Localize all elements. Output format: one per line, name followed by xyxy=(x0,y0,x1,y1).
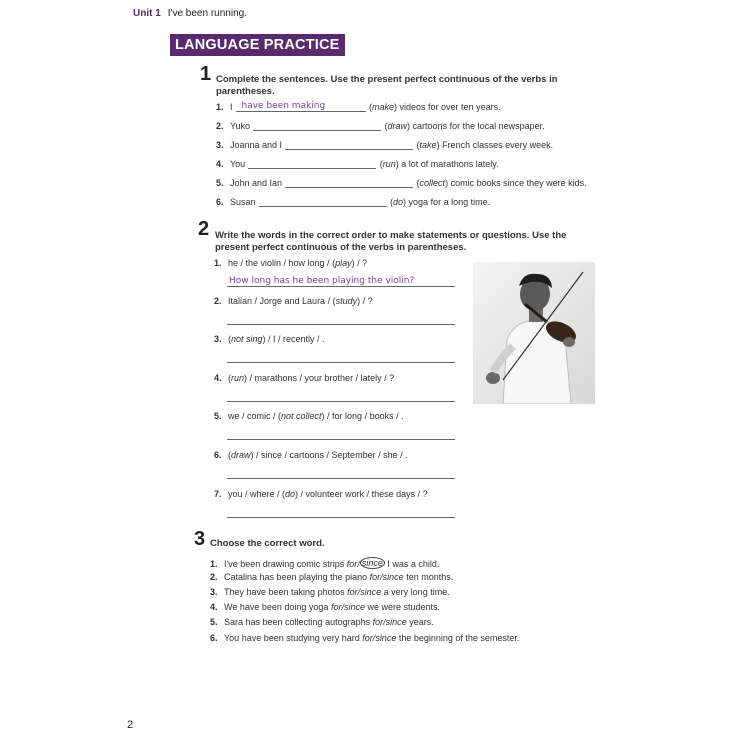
item-number: 5. xyxy=(214,411,222,421)
exercise-1-instruction-line-2: parentheses. xyxy=(216,86,275,97)
unit-label: Unit 1 xyxy=(133,8,161,19)
exercise-3-item xyxy=(210,633,519,643)
exercise-1-instruction-line-1: Complete the sentences. Use the present perfect continuous of the verbs in xyxy=(216,74,558,85)
item-number: 1. xyxy=(214,258,222,268)
answer-blank xyxy=(253,120,381,131)
exercise-2-instruction-line-2: present perfect continuous of the verbs in parentheses. xyxy=(215,242,467,253)
item-number: 4. xyxy=(210,602,218,612)
exercise-3-number: 3 xyxy=(194,528,206,550)
exercise-2-item xyxy=(214,489,428,499)
item-number: 2. xyxy=(214,296,222,306)
option-for[interactable]: for xyxy=(362,633,373,643)
item-subject: I xyxy=(230,102,233,112)
item-subject: John and Ian xyxy=(230,178,283,188)
item-sentence-end: the beginning of the semester. xyxy=(398,633,520,643)
option-since[interactable]: since xyxy=(360,587,382,597)
item-number: 3. xyxy=(214,334,222,344)
verb-hint: take xyxy=(419,140,437,150)
option-separator: / xyxy=(341,602,344,612)
item-number: 4. xyxy=(216,159,224,169)
verb-hint: collect xyxy=(419,178,446,188)
item-rest: cartoons for the local newspaper. xyxy=(412,121,545,131)
item-sentence-start: Catalina has been playing the piano xyxy=(224,572,368,582)
item-sentence-end: years. xyxy=(409,617,434,627)
item-sentence-end: I was a child. xyxy=(387,559,440,569)
exercise-2-instruction xyxy=(215,230,566,254)
item-sentence-start: Sara has been collecting autographs xyxy=(224,617,371,627)
item-sentence-end: we were students. xyxy=(367,602,441,612)
item-number: 2. xyxy=(210,572,218,582)
item-sentence-start: You have been studying very hard xyxy=(224,633,360,643)
violinist-photo-icon xyxy=(473,262,595,404)
exercise-1-instruction xyxy=(216,74,558,98)
option-since[interactable]: since xyxy=(382,572,404,582)
option-separator: / xyxy=(357,587,361,597)
item-sentence-end: ten months. xyxy=(406,572,454,582)
exercise-1-item: 4. You ( run ) a lot of marathons lately. xyxy=(216,159,499,169)
unit-header xyxy=(133,8,247,19)
verb-hint: run xyxy=(231,373,245,383)
item-sentence-start: I've been drawing comic strips xyxy=(224,559,345,569)
item-number: 6. xyxy=(210,633,218,643)
exercise-2-item xyxy=(214,258,367,268)
exercise-2-item xyxy=(214,450,408,460)
item-rest: a lot of marathons lately. xyxy=(401,159,499,169)
violinist-photo xyxy=(473,262,595,404)
item-subject: Yuko xyxy=(230,121,251,131)
item-prompt-end: ) / ? xyxy=(351,258,368,268)
item-prompt-start: we / comic / ( xyxy=(228,411,282,421)
item-number: 3. xyxy=(216,140,224,150)
item-prompt-start: Italian / Jorge and Laura / ( xyxy=(228,296,336,306)
option-separator: / xyxy=(357,559,360,569)
exercise-1-item: 1. I have been making ( make ) videos for over ten years. xyxy=(216,101,501,112)
item-prompt-start: ( xyxy=(228,373,231,383)
verb-hint: draw xyxy=(231,450,251,460)
exercise-2-instruction-line-1: Write the words in the correct order to make statements or questions. Use the xyxy=(215,230,567,241)
answer-line xyxy=(227,517,455,518)
exercise-1-item: 6. Susan ( do ) yoga for a long time. xyxy=(216,197,491,207)
item-sentence-start: We have been doing yoga xyxy=(224,602,329,612)
item-subject: You xyxy=(230,159,246,169)
page-number: 2 xyxy=(127,719,134,731)
option-separator: / xyxy=(372,633,376,643)
item-rest: French classes every week. xyxy=(442,140,554,150)
verb-hint: do xyxy=(285,489,296,499)
option-for[interactable]: for xyxy=(369,572,381,582)
item-subject: Susan xyxy=(230,197,256,207)
handwritten-answer: How long has he been playing the violin? xyxy=(229,276,415,286)
item-sentence-start: They have been taking photos xyxy=(224,587,345,597)
verb-hint: not collect xyxy=(281,411,322,421)
verb-hint: make xyxy=(372,102,395,112)
item-prompt-end: ) / marathons / your brother / lately / ? xyxy=(244,373,395,383)
item-prompt-end: ) / for long / books / . xyxy=(321,411,404,421)
exercise-3-item xyxy=(210,602,440,612)
item-rest: comic books since they were kids. xyxy=(450,178,587,188)
answer-blank xyxy=(248,158,376,169)
unit-title: I've been running. xyxy=(167,8,247,19)
item-number: 5. xyxy=(210,617,218,627)
item-number: 6. xyxy=(214,450,222,460)
section-banner: LANGUAGE PRACTICE xyxy=(170,34,345,56)
answer-line xyxy=(227,439,455,440)
exercise-1-item: 2. Yuko ( draw ) cartoons for the local newspaper. xyxy=(216,121,545,131)
exercise-2-item xyxy=(214,373,394,383)
exercise-2-item xyxy=(214,411,404,421)
option-since[interactable]: since xyxy=(361,558,383,568)
item-number: 7. xyxy=(214,489,222,499)
verb-hint: draw xyxy=(387,121,408,131)
item-prompt-start: ( xyxy=(228,334,231,344)
exercise-1-number: 1 xyxy=(200,63,212,85)
item-number: 1. xyxy=(216,102,224,112)
answer-blank xyxy=(259,196,387,207)
verb-hint: do xyxy=(393,197,404,207)
item-number: 5. xyxy=(216,178,224,188)
option-for[interactable]: for xyxy=(372,617,384,627)
exercise-2-number: 2 xyxy=(198,218,210,240)
item-prompt-end: ) / since / cartoons / September / she / . xyxy=(250,450,408,460)
verb-hint: run xyxy=(382,159,396,169)
exercise-3-item xyxy=(210,587,450,597)
option-separator: / xyxy=(380,572,383,582)
verb-hint: not sing xyxy=(231,334,263,344)
item-prompt-start: you / where / ( xyxy=(228,489,286,499)
verb-hint: study xyxy=(335,296,358,306)
item-prompt-end: ) / volunteer work / these days / ? xyxy=(295,489,428,499)
item-number: 6. xyxy=(216,197,224,207)
item-prompt-start: he / the violin / how long / ( xyxy=(228,258,336,268)
option-since[interactable]: since xyxy=(385,617,407,627)
item-prompt-start: ( xyxy=(228,450,231,460)
option-since[interactable]: since xyxy=(375,633,397,643)
exercise-1-item: 5. John and Ian ( collect ) comic books since they were kids. xyxy=(216,178,587,188)
exercise-3-instruction: Choose the correct word. xyxy=(210,538,325,549)
verb-hint: play xyxy=(335,258,352,268)
exercise-3-item xyxy=(210,617,434,627)
option-since[interactable]: since xyxy=(343,602,365,612)
item-number: 4. xyxy=(214,373,222,383)
exercise-2-item xyxy=(214,296,373,306)
answer-line xyxy=(227,286,455,287)
answer-line xyxy=(227,401,455,402)
answer-line xyxy=(227,478,455,479)
answer-line xyxy=(227,324,455,325)
item-sentence-end: a very long time. xyxy=(383,587,450,597)
item-prompt-end: ) / ? xyxy=(357,296,373,306)
exercise-1-item: 3. Joanna and I ( take ) French classes every week. xyxy=(216,140,554,150)
answer-blank xyxy=(236,101,366,112)
exercise-2-item xyxy=(214,334,325,344)
exercise-3-item xyxy=(210,572,453,582)
option-for[interactable]: for xyxy=(330,602,342,612)
option-for[interactable]: for xyxy=(347,587,358,597)
item-number: 3. xyxy=(210,587,218,597)
item-rest: yoga for a long time. xyxy=(408,197,491,207)
item-rest: videos for over ten years. xyxy=(399,102,501,112)
exercise-3-item xyxy=(210,557,439,569)
answer-line xyxy=(227,362,455,363)
option-separator: / xyxy=(383,617,386,627)
option-for[interactable]: for xyxy=(346,559,358,569)
handwritten-answer: have been making xyxy=(241,101,326,111)
item-number: 2. xyxy=(216,121,224,131)
answer-blank xyxy=(285,139,413,150)
item-subject: Joanna and I xyxy=(230,140,283,150)
item-number: 1. xyxy=(210,559,218,569)
item-prompt-end: ) / I / recently / . xyxy=(262,334,325,344)
answer-blank xyxy=(285,177,413,188)
